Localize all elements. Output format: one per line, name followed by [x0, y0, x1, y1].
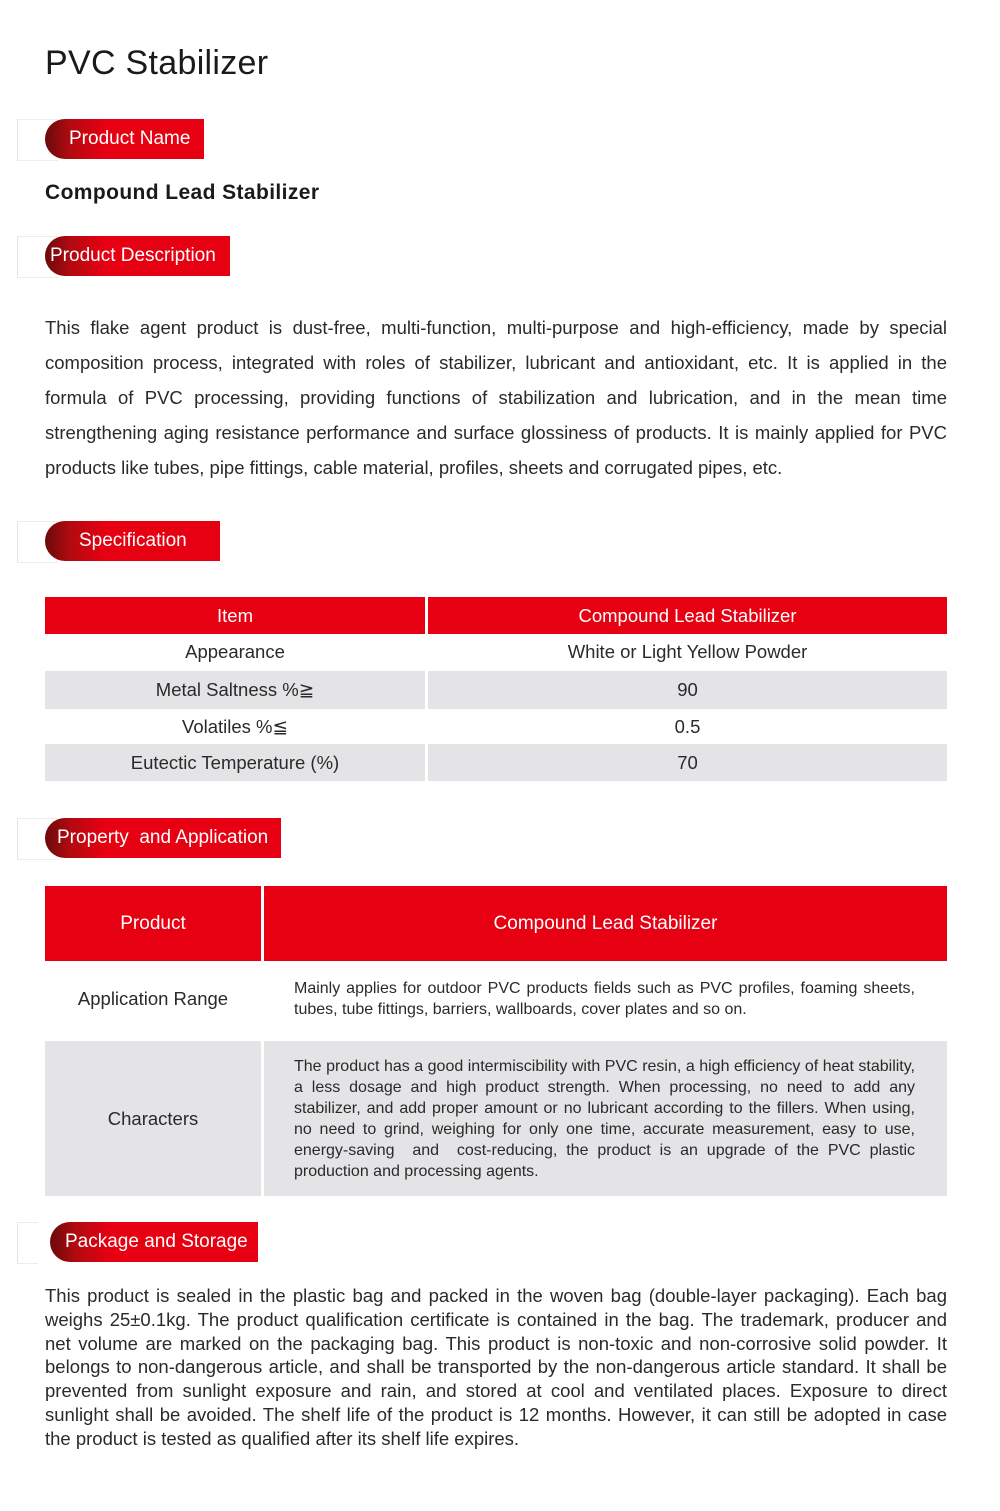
table-cell: Metal Saltness %≧ [45, 670, 428, 709]
table-row [45, 634, 947, 670]
table-cell: Mainly applies for outdoor PVC products fields such as PVC profiles, foaming sheets, tubes, tube fittings, barriers, wallboards, cover plates and so on. [264, 961, 947, 1037]
package-storage-text: This product is sealed in the plastic bag and packed in the woven bag (double-layer packaging). Each bag weighs 25±0.1kg. The product qualification certificate is contained in the bag. The trademark, producer and net volume are marked on the packaging bag. This product is non-toxic and non-corrosive solid powder. It belongs to non-dangerous article, and shall be transported by the non-dangerous article standard. It shall be prevented from sunlight exposure and rain, and stored at cool and ventilated places. Exposure to direct sunlight shall be avoided. The shelf life of the product is 12 months. However, it can still be adopted in case the product is tested as qualified after its shelf life expires. [45, 1285, 947, 1449]
section-label: Product Description [45, 236, 230, 276]
table-row [45, 1037, 947, 1196]
section-label: Package and Storage [50, 1222, 258, 1262]
table-cell: The product has a good intermiscibility with PVC resin, a high efficiency of heat stability, a less dosage and high product strength. When processing, no need to add any stabilizer, and add proper amount or no lubricant according to the fillers. When using, no need to grind, weighing for only one time, accurate measurement, easy to use, energy-saving and cost-reducing, the product is an upgrade of the PVC plastic production and processing agents. [264, 1037, 947, 1196]
property-application-table [45, 886, 947, 1196]
section-label: Specification [45, 521, 220, 561]
table-cell: 70 [428, 744, 947, 781]
product-description-text: This flake agent product is dust-free, multi-function, multi-purpose and high-efficiency, made by special composition process, integrated with roles of stabilizer, lubricant and antioxidant, etc. It is applied in the formula of PVC processing, providing functions of stabilization and lubrication, and in the mean time strengthening aging resistance performance and surface glossiness of products. It is mainly applied for PVC products like tubes, pipe fittings, cable material, profiles, sheets and corrugated pipes, etc. [45, 317, 947, 478]
table-row [45, 744, 947, 781]
table-cell: Characters [45, 1037, 264, 1196]
table-row [45, 670, 947, 709]
product-name-value: Compound Lead Stabilizer [45, 181, 320, 204]
table-cell: 0.5 [428, 709, 947, 744]
section-label: Property and Application [45, 818, 281, 858]
table-header-row [45, 886, 947, 961]
table-row [45, 709, 947, 744]
table-cell: Eutectic Temperature (%) [45, 744, 428, 781]
table-cell: Appearance [45, 634, 428, 670]
header-cell: Compound Lead Stabilizer [264, 886, 947, 961]
table-cell: White or Light Yellow Powder [428, 634, 947, 670]
header-cell: Item [45, 597, 428, 634]
table-cell: Volatiles %≦ [45, 709, 428, 744]
section-label: Product Name [45, 119, 204, 159]
table-cell: Application Range [45, 961, 264, 1037]
header-cell: Compound Lead Stabilizer [428, 597, 947, 634]
specification-table [45, 597, 947, 781]
header-cell: Product [45, 886, 264, 961]
table-row [45, 961, 947, 1037]
tab-ghost-box [17, 1222, 38, 1264]
table-cell: 90 [428, 670, 947, 709]
table-header-row [45, 597, 947, 634]
page-title: PVC Stabilizer [45, 44, 269, 82]
